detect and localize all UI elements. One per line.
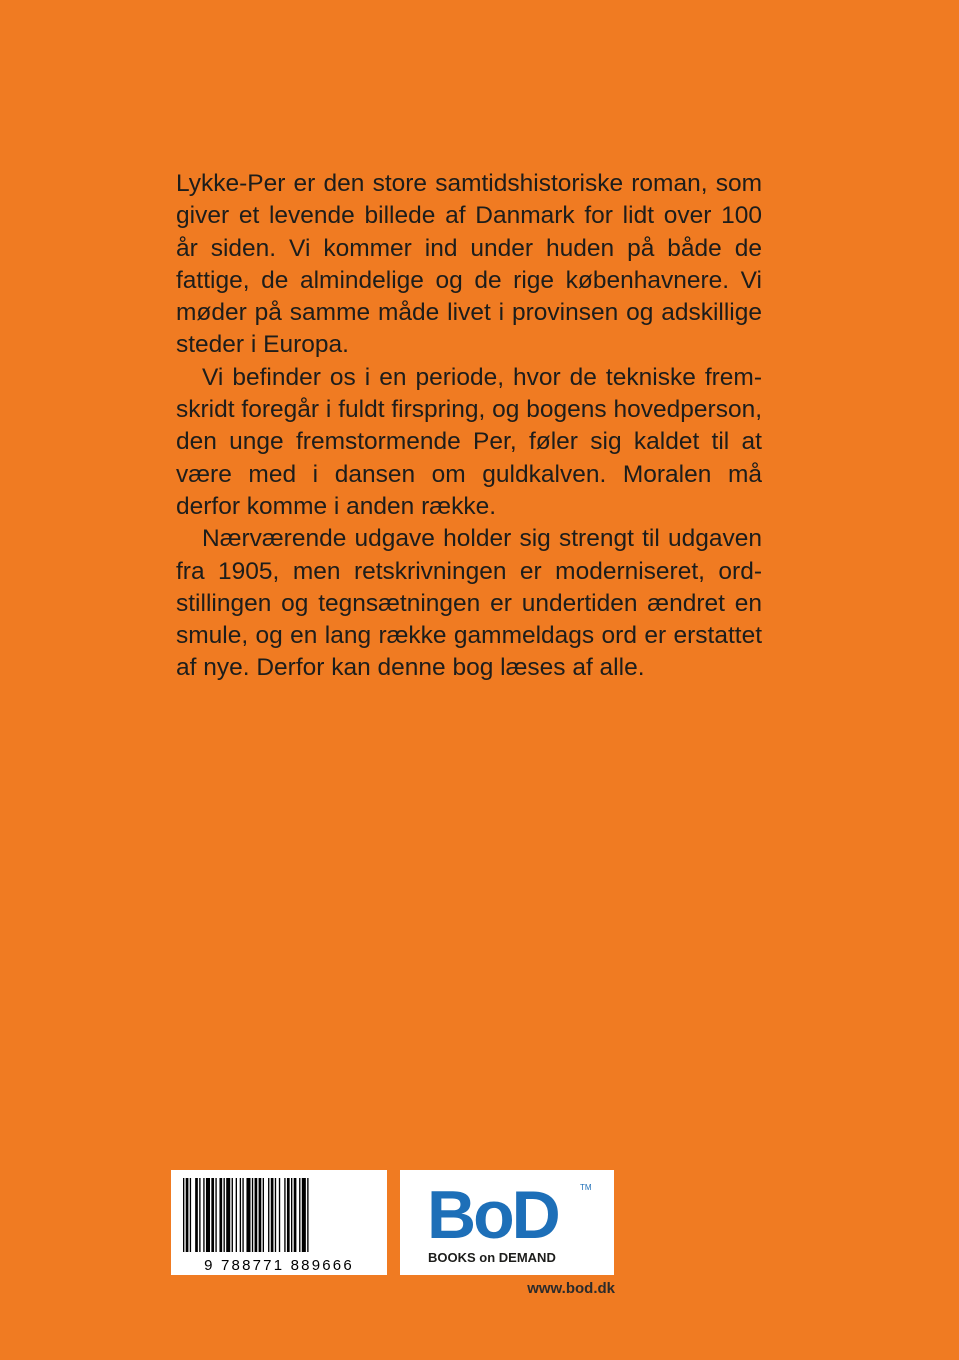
barcode-bar [195, 1178, 198, 1252]
publisher-logo [400, 1170, 614, 1275]
barcode-bar [299, 1178, 300, 1252]
blurb-paragraph-1: Lykke-Per er den store samtidshistoriske roman, som giver et levende billede af Danmark for lidt over 100 år siden. Vi kommer ind under huden på både de fattige, de almindelige og de rige københavnere. Vi møder på samme måde livet i provinsen og adskillige steder i Europa. [176, 170, 762, 359]
barcode-bar [236, 1178, 237, 1252]
barcode-bar [183, 1178, 184, 1252]
blurb-paragraph-2: Vi befinder os i en periode, hvor de tekniske fremskridt foregår i fuldt firspring, og bogens hovedperson, den unge fremstormende Per, føler sig kaldet til at være med i dansen om guldkalven. Moralen må derfor komme i anden række. [176, 363, 762, 520]
barcode-bar [242, 1178, 243, 1252]
barcode-bar [294, 1178, 297, 1252]
barcode-bar [287, 1178, 290, 1252]
trademark-mark: TM [580, 1183, 592, 1192]
barcode-bar [259, 1178, 262, 1252]
barcode-bar [307, 1178, 308, 1252]
barcode-bar [219, 1178, 222, 1252]
barcode-bar [186, 1178, 189, 1252]
barcode-bar [255, 1178, 258, 1252]
barcode-bar [268, 1178, 269, 1252]
barcode-bar [224, 1178, 225, 1252]
barcode-graphic [171, 1170, 387, 1275]
blurb-paragraph-3: Nærværende udgave holder sig strengt til udgaven fra 1905, men retskrivningen er moderniseret, ordstillingen og tegnsætningen er undertiden ændret en smule, og en lang række gammeldags ord er erstattet af nye. Derfor kan denne bog læses af alle. [176, 525, 762, 682]
bod-logo-text: BoD [427, 1177, 558, 1253]
barcode-bar [226, 1178, 230, 1252]
barcode-bar [279, 1178, 280, 1252]
barcode-bar [271, 1178, 274, 1252]
back-cover-blurb [176, 168, 762, 685]
bod-tagline: BOOKS on DEMAND [428, 1250, 556, 1265]
barcode-bar [246, 1178, 250, 1252]
barcode-bar [302, 1178, 306, 1252]
barcode-bar [252, 1178, 253, 1252]
barcode-bar [206, 1178, 210, 1252]
publisher-url: www.bod.dk [527, 1280, 615, 1297]
barcode-bar [215, 1178, 216, 1252]
barcode-bar [211, 1178, 214, 1252]
barcode-bar [284, 1178, 285, 1252]
barcode-number: 9 788771 889666 [204, 1257, 354, 1274]
barcode-bar [232, 1178, 233, 1252]
barcode-bar [199, 1178, 200, 1252]
barcode-bar [291, 1178, 292, 1252]
barcode-bar [240, 1178, 241, 1252]
barcode-bar [190, 1178, 191, 1252]
barcode-bar [275, 1178, 276, 1252]
barcode-bar [263, 1178, 264, 1252]
isbn-barcode [171, 1170, 387, 1275]
barcode-bar [203, 1178, 204, 1252]
